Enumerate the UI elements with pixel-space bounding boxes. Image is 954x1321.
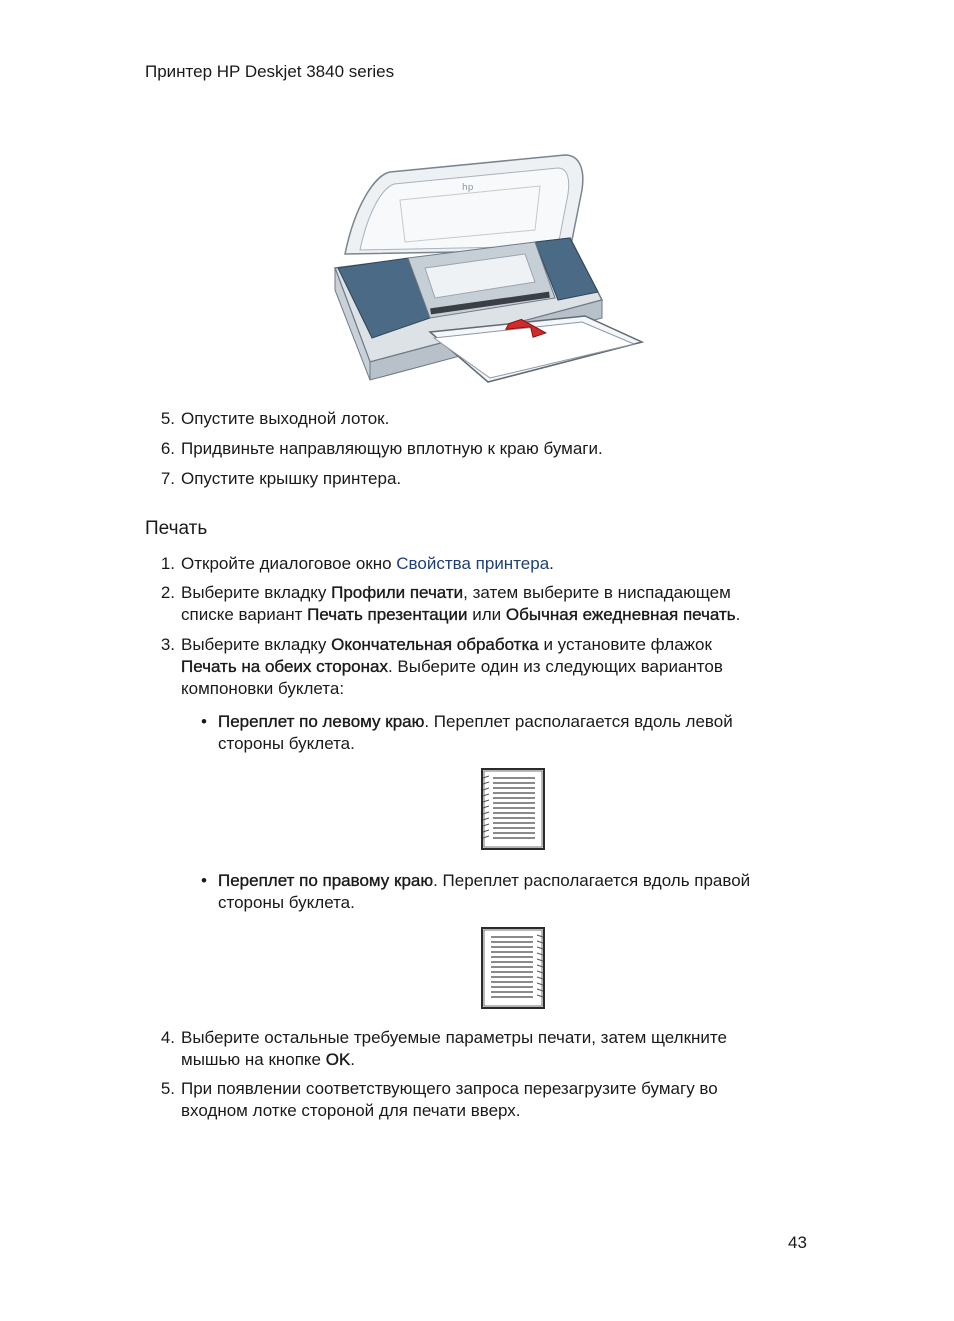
- section-title: Печать: [145, 518, 208, 539]
- term-right-binding: Переплет по правому краю: [218, 871, 434, 890]
- term-presentation-print: Печать презентации: [307, 605, 468, 624]
- left-binding-booklet-icon: [481, 768, 545, 850]
- term-finishing: Окончательная обработка: [331, 635, 539, 654]
- term-everyday-print: Обычная ежедневная печать: [505, 605, 736, 624]
- term-two-sided: Печать на обеих сторонах: [181, 657, 388, 676]
- page-number: 43: [788, 1233, 807, 1252]
- term-print-profiles: Профили печати: [331, 583, 464, 602]
- printer-properties-link[interactable]: Свойства принтера: [396, 554, 550, 573]
- printer-illustration: [330, 150, 646, 386]
- brand-mark: hp: [462, 183, 474, 193]
- right-binding-booklet-icon: [481, 927, 545, 1009]
- page-header: Принтер HP Deskjet 3840 series: [145, 62, 395, 81]
- term-left-binding: Переплет по левому краю: [218, 712, 425, 731]
- term-ok: OK: [325, 1050, 351, 1069]
